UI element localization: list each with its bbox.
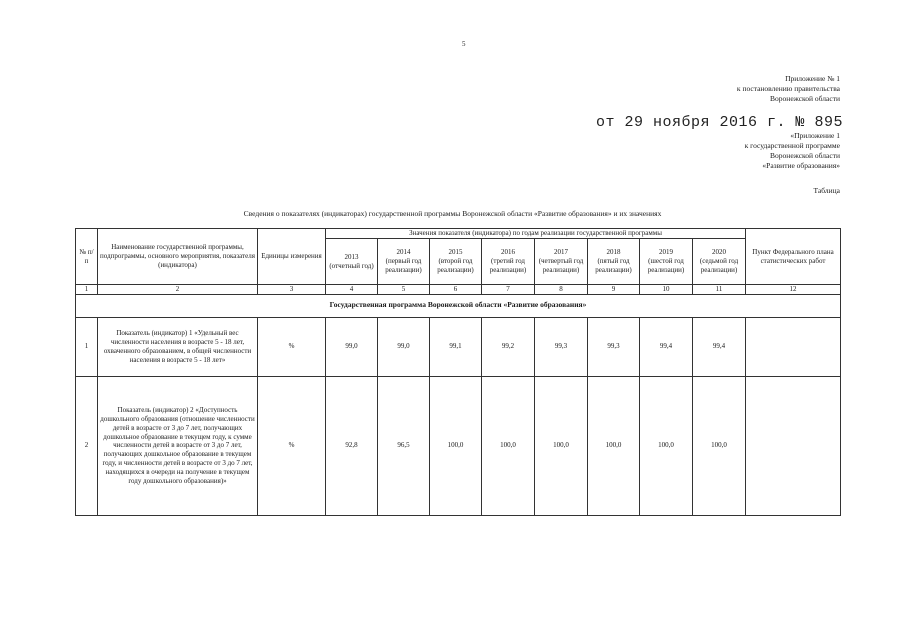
column-number: 4	[326, 285, 378, 295]
year-note: (отчетный год)	[329, 261, 374, 270]
fed-plan-cell	[746, 376, 841, 515]
year: 2017	[554, 248, 568, 257]
value-cell: 100,0	[640, 376, 693, 515]
column-number: 2	[98, 285, 258, 295]
year-note: (четвертый год реализации)	[538, 257, 584, 274]
year-header	[535, 239, 588, 285]
year-note: (шестой год реализации)	[647, 257, 685, 274]
appendix-line: Приложение № 1	[785, 74, 840, 83]
year-note: (второй год реализации)	[437, 257, 474, 274]
document-title: Сведения о показателях (индикаторах) государственной программы Воронежской области «Развитие образования» и их значениях	[243, 209, 662, 218]
appendix-line: Воронежской области	[770, 94, 840, 103]
amendment-line: к государственной программе	[744, 141, 840, 150]
column-number: 5	[378, 285, 430, 295]
section-row	[76, 294, 841, 317]
column-number: 7	[482, 285, 535, 295]
value-cell: 99,0	[326, 317, 378, 376]
value-cell: 100,0	[482, 376, 535, 515]
column-number: 10	[640, 285, 693, 295]
year: 2016	[501, 248, 515, 257]
year: 2015	[448, 248, 463, 257]
column-number: 3	[258, 285, 326, 295]
year-header	[326, 239, 378, 285]
value-cell: 99,2	[482, 317, 535, 376]
value-cell: 100,0	[535, 376, 588, 515]
year: 2018	[606, 248, 621, 257]
table-row	[76, 376, 841, 515]
year-note: (пятый год реализации)	[595, 257, 632, 274]
indicator-name: Показатель (индикатор) 2 «Доступность дошкольного образования (отношение численности детей в возрасте от 3 до 7 лет, получающих дошкольное образование в текущем году, к сумме численности детей в возрасте от 3 до 7 лет, получающих дошкольное образование в текущем году, и численности детей в возрасте от 3 до 7 лет, находящихся в очереди на получение в текущем году дошкольного образования)»	[98, 376, 258, 515]
year: 2019	[659, 248, 673, 257]
indicator-name: Показатель (индикатор) 1 «Удельный вес численности населения в возрасте 5 - 18 лет, охваченного образованием, в общей численности населения в возрасте 5 - 18 лет»	[98, 317, 258, 376]
year: 2014	[396, 248, 411, 257]
value-cell: 99,0	[378, 317, 430, 376]
value-cell: 99,3	[588, 317, 640, 376]
col-header-name: Наименование государственной программы, подпрограммы, основного мероприятия, показателя (индикатора)	[98, 229, 258, 285]
unit-cell: %	[258, 317, 326, 376]
value-cell: 99,4	[640, 317, 693, 376]
year: 2020	[712, 248, 726, 257]
column-number: 1	[76, 285, 98, 295]
year: 2013	[344, 252, 359, 261]
table-row	[76, 317, 841, 376]
year-header	[588, 239, 640, 285]
year-note: (первый год реализации)	[385, 257, 422, 274]
year-header	[430, 239, 482, 285]
value-cell: 96,5	[378, 376, 430, 515]
value-cell: 100,0	[430, 376, 482, 515]
table-caption: Таблица	[813, 186, 840, 195]
year-note: (седьмой год реализации)	[699, 257, 739, 274]
col-header-unit: Единицы измерения	[258, 229, 326, 285]
col-header-num: № п/п	[76, 229, 98, 285]
decree-stamp: от 29 ноября 2016 г. № 895	[595, 114, 843, 131]
column-number: 11	[693, 285, 746, 295]
amendment-line: «Приложение 1	[790, 131, 840, 140]
indicators-table	[75, 228, 841, 516]
appendix-line: к постановлению правительства	[736, 84, 840, 93]
unit-cell: %	[258, 376, 326, 515]
header-row	[76, 229, 841, 239]
column-number: 6	[430, 285, 482, 295]
section-title: Государственная программа Воронежской области «Развитие образования»	[76, 294, 841, 317]
value-cell: 100,0	[693, 376, 746, 515]
col-header-values-group: Значения показателя (индикатора) по годам реализации государственной программы	[326, 229, 746, 239]
col-header-fed-plan: Пункт Федерального плана статистических работ	[746, 229, 841, 285]
year-header	[640, 239, 693, 285]
amendment-line: Воронежской области	[770, 151, 840, 160]
value-cell: 99,4	[693, 317, 746, 376]
value-cell: 99,1	[430, 317, 482, 376]
row-number: 2	[76, 376, 98, 515]
value-cell: 99,3	[535, 317, 588, 376]
value-cell: 100,0	[588, 376, 640, 515]
row-number: 1	[76, 317, 98, 376]
value-cell: 92,8	[326, 376, 378, 515]
column-number: 9	[588, 285, 640, 295]
year-header	[693, 239, 746, 285]
page-number: 5	[462, 40, 466, 48]
column-number-row	[76, 285, 841, 295]
column-number: 12	[746, 285, 841, 295]
year-header	[378, 239, 430, 285]
year-note: (третий год реализации)	[489, 257, 527, 274]
year-header	[482, 239, 535, 285]
appendix-header	[580, 74, 840, 104]
amendment-line: «Развитие образования»	[762, 161, 840, 170]
column-number: 8	[535, 285, 588, 295]
amendment-header	[580, 131, 840, 171]
fed-plan-cell	[746, 317, 841, 376]
